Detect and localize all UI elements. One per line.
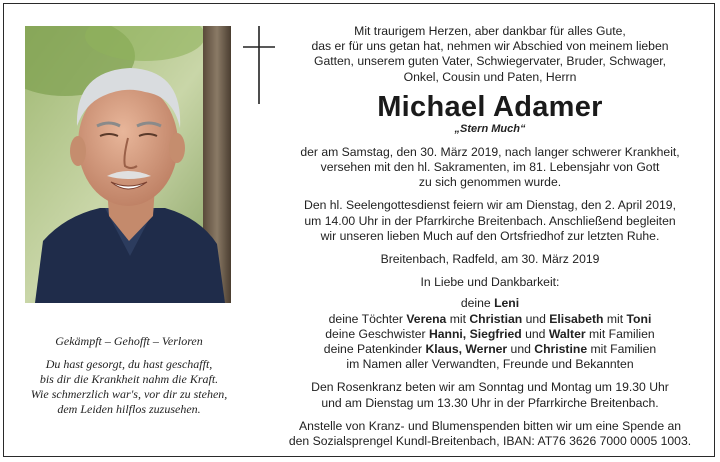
rosary-line: und am Dienstag um 13.30 Uhr in der Pfarrkirche Breitenbach. bbox=[321, 395, 659, 410]
cross-icon bbox=[243, 26, 275, 104]
mourner-godchildren: deine Patenkinder Klaus, Werner und Christine mit Familien bbox=[323, 342, 657, 357]
donation-line: Anstelle von Kranz- und Blumenspenden bitten wir um eine Spende an bbox=[298, 418, 682, 433]
intro-line: Gatten, unserem guten Vater, Schwiegervater, Bruder, Schwager, bbox=[313, 54, 667, 69]
mourners-intro: In Liebe und Dankbarkeit: bbox=[420, 275, 560, 290]
death-line: versehen mit den hl. Sakramenten, im 81. Lebensjahr von Gott bbox=[320, 160, 660, 175]
death-line: der am Samstag, den 30. März 2019, nach langer schwerer Krankheit, bbox=[300, 144, 680, 159]
verse-line: bis dir die Krankheit nahm die Kraft. bbox=[39, 372, 219, 386]
mourner-relatives: im Namen aller Verwandten, Freunde und Bekannten bbox=[346, 357, 634, 372]
funeral-line: um 14.00 Uhr in der Pfarrkirche Breitenbach. Anschließend begleiten bbox=[304, 213, 676, 228]
place-date: Breitenbach, Radfeld, am 30. März 2019 bbox=[380, 252, 600, 267]
intro-line: Mit traurigem Herzen, aber dankbar für alles Gute, bbox=[354, 24, 626, 38]
death-line: zu sich genommen wurde. bbox=[418, 175, 562, 190]
mourner-siblings: deine Geschwister Hanni, Siegfried und Walter mit Familien bbox=[325, 326, 655, 341]
deceased-nickname: „Stern Much“ bbox=[454, 122, 526, 135]
verse-block bbox=[12, 334, 246, 417]
deceased-name: Michael Adamer bbox=[377, 90, 603, 123]
mourner-daughters: deine Töchter Verena mit Christian und Elisabeth mit Toni bbox=[328, 311, 652, 326]
verse-line: Du hast gesorgt, du hast geschafft, bbox=[45, 357, 213, 371]
verse-line: Wie schmerzlich war's, vor dir zu stehen, bbox=[30, 387, 228, 401]
funeral-line: wir unseren lieben Much auf den Ortsfriedhof zur letzten Ruhe. bbox=[320, 228, 660, 243]
intro-line: Onkel, Cousin und Paten, Herrn bbox=[403, 69, 577, 84]
portrait-photo bbox=[25, 26, 231, 303]
motto: Gekämpft – Gehofft – Verloren bbox=[55, 334, 203, 348]
intro-line: das er für uns getan hat, nehmen wir Abschied von meinem lieben bbox=[311, 39, 669, 54]
verse-line: dem Leiden hilflos zuzusehen. bbox=[57, 402, 201, 416]
rosary-line: Den Rosenkranz beten wir am Sonntag und Montag um 19.30 Uhr bbox=[311, 380, 669, 395]
mourner-wife: deine Leni bbox=[460, 296, 520, 311]
donation-line: den Sozialsprengel Kundl-Breitenbach, IBAN: AT76 3626 7000 0005 1003. bbox=[288, 434, 692, 449]
announcement-text bbox=[280, 24, 700, 449]
funeral-line: Den hl. Seelengottesdienst feiern wir am Dienstag, den 2. April 2019, bbox=[304, 198, 676, 213]
